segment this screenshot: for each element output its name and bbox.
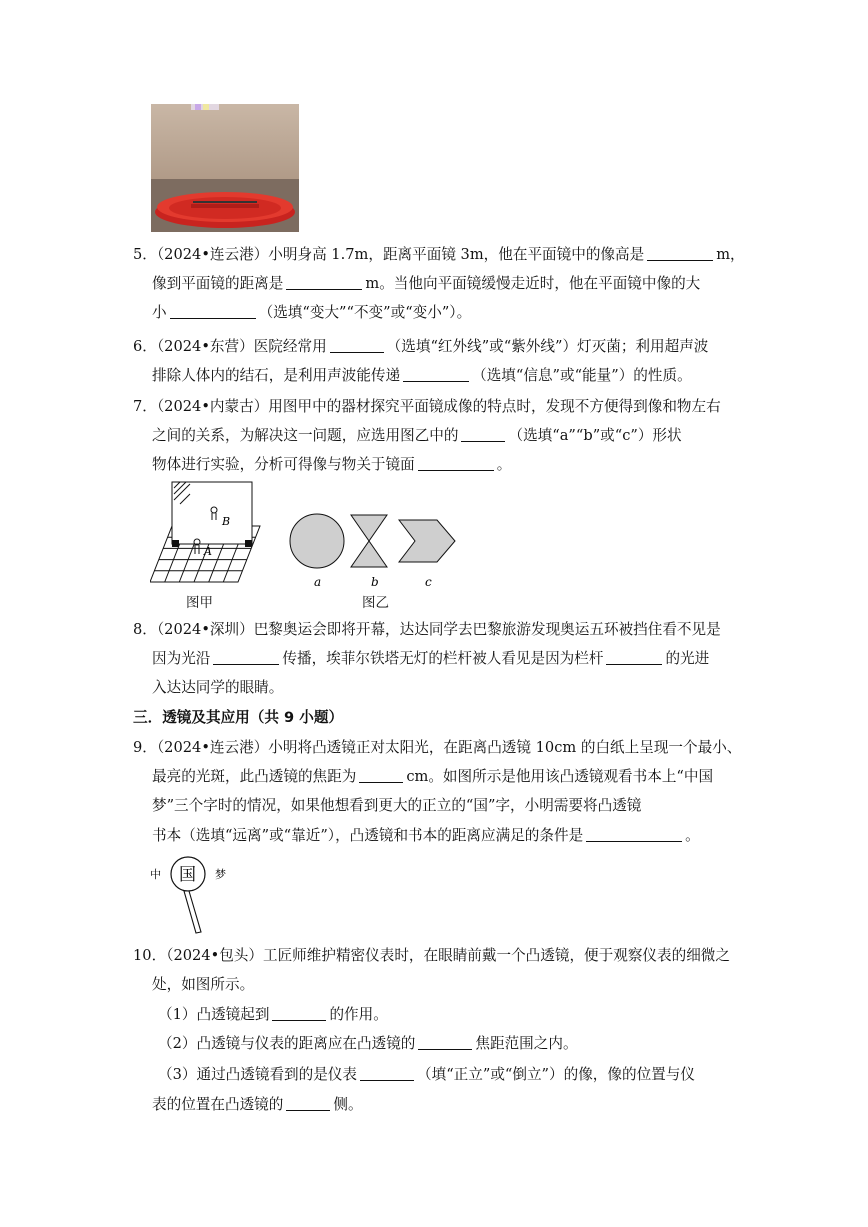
answer-blank[interactable]: [360, 1065, 414, 1081]
q7-line-2: [152, 426, 682, 446]
q10-text: （1）凸透镜起到: [158, 1006, 270, 1023]
q10-line-1: 10．（2024•包头）工匠师维护精密仪表时，在眼睛前戴一个凸透镜，便于观察仪表的细微之: [133, 947, 730, 964]
magnifier-figure: [150, 856, 240, 936]
q5-line-1: [133, 245, 745, 265]
q10-line-2: 处，如图所示。: [152, 976, 255, 993]
word-guo: 国: [179, 865, 196, 885]
q10-text: 表的位置在凸透镜的: [152, 1096, 284, 1113]
q10-text: 侧。: [333, 1096, 363, 1113]
q6-text: 排除人体内的结石，是利用声波能传递: [152, 367, 401, 384]
q7-text: 。: [496, 456, 512, 473]
shape-label-a: a: [314, 575, 322, 589]
q10-text: （3）通过凸透镜看到的是仪表: [158, 1066, 358, 1083]
q8-line-3: 入达达同学的眼睛。: [152, 679, 284, 696]
q9-line-3: 梦”三个字时的情况，如果他想看到更大的正立的“国”字，小明需要将凸透镜: [152, 797, 642, 814]
q7-line-1: 7．（2024•内蒙古）用图甲中的器材探究平面镜成像的特点时，发现不方便得到像和物左右: [133, 398, 721, 415]
label-A: A: [204, 545, 212, 558]
q6-text: 6．（2024•东营）医院经常用: [133, 338, 327, 355]
q8-line-2: [152, 649, 709, 669]
answer-blank[interactable]: [359, 767, 403, 783]
q5-line-2: [152, 274, 700, 294]
q8-text: 传播，埃菲尔铁塔无灯的栏杆被人看见是因为栏杆: [282, 650, 604, 667]
q10-text: （填“正立”或“倒立”）的像，像的位置与仪: [417, 1066, 695, 1083]
q10-text: 焦距范围之内。: [475, 1035, 578, 1052]
q9-line-1: 9．（2024•连云港）小明将凸透镜正对太阳光，在距离凸透镜 10cm 的白纸上呈现一个最小、: [133, 739, 742, 756]
q5-text: （选填“变大”“不变”或“变小”）。: [258, 304, 472, 321]
q9-text: 书本（选填“远离”或“靠近”），凸透镜和书本的距离应满足的条件是: [152, 827, 584, 844]
answer-blank[interactable]: [418, 1034, 472, 1050]
q7-text: 物体进行实验，分析可得像与物关于镜面: [152, 456, 415, 473]
q10-text: （2）凸透镜与仪表的距离应在凸透镜的: [158, 1035, 416, 1052]
shape-label-b: b: [371, 575, 379, 589]
q5-text: 5．（2024•连云港）小明身高 1.7m，距离平面镜 3m，他在平面镜中的像高是: [133, 246, 645, 263]
q7-line-3: [152, 455, 511, 475]
word-meng: 梦: [215, 868, 226, 881]
answer-blank[interactable]: [461, 426, 505, 442]
answer-blank[interactable]: [286, 274, 362, 290]
q6-text: （选填“红外线”或“紫外线”）灯灭菌；利用超声波: [386, 338, 709, 355]
answer-blank[interactable]: [606, 649, 662, 665]
figure-b-caption: 图乙: [362, 595, 389, 611]
answer-blank[interactable]: [647, 245, 713, 261]
answer-blank[interactable]: [586, 826, 682, 842]
q10-sub-4: [152, 1095, 363, 1115]
mirror-grid-figure: [150, 480, 262, 586]
answer-blank[interactable]: [418, 455, 494, 471]
chevron-shape: [399, 520, 455, 562]
q8-text: 的光进: [665, 650, 710, 667]
q8-text: 因为光沿: [152, 650, 211, 667]
answer-blank[interactable]: [170, 303, 256, 319]
q10-sub-3: [158, 1065, 695, 1085]
q9-line-2: [152, 767, 713, 787]
q8-line-1: 8．（2024•深圳）巴黎奥运会即将开幕，达达同学去巴黎旅游发现奥运五环被挡住看不见是: [133, 621, 721, 638]
shape-label-c: c: [425, 575, 432, 589]
answer-blank[interactable]: [286, 1095, 330, 1111]
answer-blank[interactable]: [330, 337, 384, 353]
answer-blank[interactable]: [403, 366, 469, 382]
q10-sub-1: [158, 1005, 388, 1025]
q9-text: cm。如图所示是他用该凸透镜观看书本上“中国: [406, 768, 714, 785]
label-B: B: [222, 515, 231, 528]
q7-text: （选填“a”“b”或“c”）形状: [508, 427, 682, 444]
circle-shape: [290, 514, 344, 568]
q6-line-1: [133, 337, 708, 357]
q5-text: 像到平面镜的距离是: [152, 275, 284, 292]
word-zhong: 中: [150, 868, 161, 881]
q5-text: m。当他向平面镜缓慢走近时，他在平面镜中像的大: [365, 275, 701, 292]
figure-a-caption: 图甲: [186, 595, 213, 611]
magnifier-handle: [184, 891, 201, 933]
q10-text: 的作用。: [329, 1006, 388, 1023]
hourglass-shape: [351, 515, 387, 567]
q6-text: （选填“信息”或“能量”）的性质。: [472, 367, 692, 384]
basin-photo: [151, 104, 299, 232]
q5-text: m，: [716, 246, 745, 263]
answer-blank[interactable]: [272, 1005, 326, 1021]
q7-text: 之间的关系，为解决这一问题，应选用图乙中的: [152, 427, 459, 444]
q10-sub-2: [158, 1034, 578, 1054]
shapes-figure: [285, 508, 460, 592]
q5-text: 小: [152, 304, 167, 321]
q6-line-2: [152, 366, 692, 386]
q9-text: 最亮的光斑，此凸透镜的焦距为: [152, 768, 357, 785]
section-heading: 三．透镜及其应用（共 9 小题）: [133, 709, 344, 726]
q9-line-4: [152, 826, 700, 846]
answer-blank[interactable]: [213, 649, 279, 665]
q9-text: 。: [685, 827, 700, 844]
q5-line-3: [152, 303, 471, 323]
